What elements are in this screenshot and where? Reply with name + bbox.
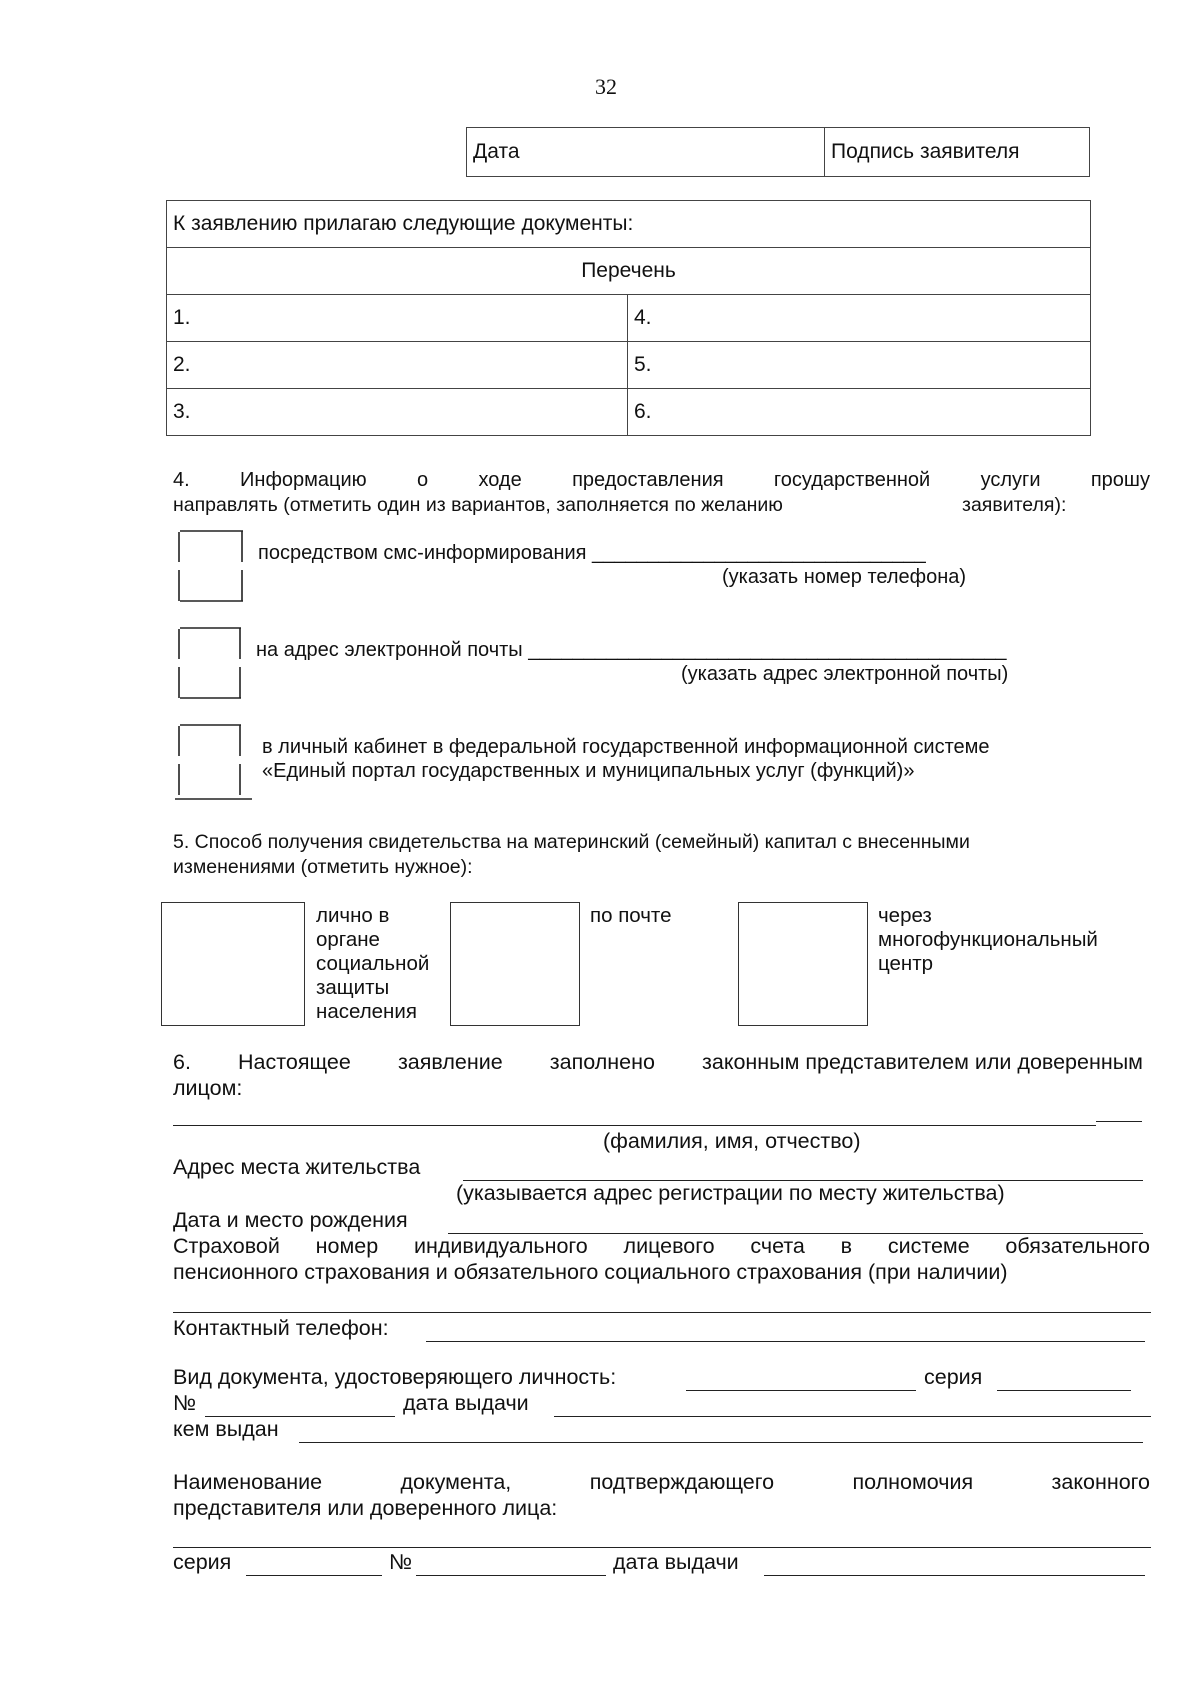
by-mail-checkbox[interactable] <box>450 902 580 1026</box>
checkbox-frame-icon <box>177 626 243 700</box>
snils-line1-word: Страховой <box>173 1234 280 1258</box>
last-number-line[interactable] <box>416 1575 606 1576</box>
checkbox-frame-icon <box>177 529 243 603</box>
issue-date-label: дата выдачи <box>403 1391 529 1415</box>
email-checkbox[interactable] <box>177 626 243 700</box>
documents-list-title: Перечень <box>167 248 1091 295</box>
document-cell-5[interactable]: 5. <box>628 342 1091 389</box>
id-doc-line[interactable] <box>686 1390 916 1391</box>
section5-line1: 5. Способ получения свидетельства на материнский (семейный) капитал с внесенными <box>173 831 970 853</box>
snils-line1 <box>173 1233 1150 1259</box>
portal-option-line1: в личный кабинет в федеральной государственной информационной системе <box>262 736 990 758</box>
fio-hint: (фамилия, имя, отчество) <box>603 1129 861 1153</box>
section6-line2: лицом: <box>173 1076 243 1100</box>
section4-line1-word: о <box>417 469 429 491</box>
authority-line1-word: полномочия <box>852 1470 974 1494</box>
number-label: № <box>173 1391 197 1415</box>
section4-line2-left: направлять (отметить один из вариантов, заполняется по желанию <box>173 494 783 516</box>
authority-line1-word: подтверждающего <box>589 1470 775 1494</box>
snils-line1-word: индивидуального <box>413 1234 588 1258</box>
checkbox-frame-icon <box>175 723 255 803</box>
address-hint: (указывается адрес регистрации по месту жительства) <box>456 1181 1005 1205</box>
snils-line1-word: номер <box>315 1234 379 1258</box>
issued-by-line[interactable] <box>299 1442 1143 1443</box>
section6-line1-word: Настоящее <box>238 1050 351 1074</box>
snils-line1-word: обязательного <box>1005 1234 1150 1258</box>
signature-cell[interactable]: Подпись заявителя <box>831 140 1020 163</box>
issue-date-line[interactable] <box>554 1416 1151 1417</box>
date-signature-table <box>466 127 1090 177</box>
section4-line1-word: государственной <box>773 469 931 491</box>
snils-line1-word: счета <box>750 1234 805 1258</box>
phone-line[interactable] <box>426 1341 1145 1342</box>
last-series-line[interactable] <box>246 1575 382 1576</box>
section6-line1-word: заявление <box>397 1050 503 1074</box>
email-option-hint: (указать адрес электронной почты) <box>681 663 1009 685</box>
fio-line-tail <box>1096 1121 1142 1122</box>
address-label: Адрес места жительства <box>173 1155 421 1179</box>
in-person-checkbox[interactable] <box>161 902 305 1026</box>
in-person-label: лично в органе социальной защиты населения <box>316 904 430 1023</box>
documents-table <box>166 200 1091 436</box>
mfc-checkbox[interactable] <box>738 902 868 1026</box>
section4-line1-word: 4. <box>173 469 190 491</box>
section4-line2-right: заявителя): <box>962 494 1067 516</box>
section6-line1-word: 6. <box>173 1050 191 1074</box>
section5-line2: изменениями (отметить нужное): <box>173 856 473 878</box>
last-number-label: № <box>389 1550 413 1574</box>
authority-line1-word: Наименование <box>173 1470 323 1494</box>
series-line[interactable] <box>997 1390 1131 1391</box>
fio-line[interactable] <box>173 1125 1096 1126</box>
authority-line2: представителя или доверенного лица: <box>173 1496 558 1520</box>
series-label: серия <box>924 1365 983 1389</box>
email-option-label: на адрес электронной почты ___________________________________________ <box>256 639 1007 661</box>
issued-by-label: кем выдан <box>173 1417 279 1441</box>
document-cell-2[interactable]: 2. <box>167 342 628 389</box>
document-cell-6[interactable]: 6. <box>628 389 1091 436</box>
mfc-label: через многофункциональный центр <box>878 904 1098 975</box>
id-doc-label: Вид документа, удостоверяющего личность: <box>173 1365 617 1389</box>
snils-line1-word: в <box>840 1234 853 1258</box>
section4-line1-word: Информацию <box>240 469 367 491</box>
section4-line1-word: ходе <box>478 469 522 491</box>
authority-line1-word: законного <box>1051 1470 1150 1494</box>
by-mail-label: по почте <box>590 904 672 927</box>
snils-line2: пенсионного страхования и обязательного социального страхования (при наличии) <box>173 1260 1008 1284</box>
sms-option-label: посредством смс-информирования ______________________________ <box>258 542 926 564</box>
authority-line1 <box>173 1469 1150 1495</box>
portal-option-line2: «Единый портал государственных и муниципальных услуг (функций)» <box>262 760 915 782</box>
snils-line[interactable] <box>173 1312 1151 1313</box>
documents-header: К заявлению прилагаю следующие документы: <box>167 201 1091 248</box>
page-number: 32 <box>595 74 617 99</box>
section4-line1-word: услуги <box>980 469 1041 491</box>
portal-checkbox[interactable] <box>175 723 255 803</box>
authority-line1-word: документа, <box>400 1470 512 1494</box>
section4-line1 <box>173 467 1150 493</box>
sms-checkbox[interactable] <box>177 529 243 603</box>
date-cell[interactable]: Дата <box>467 128 825 176</box>
section6-line1-word: заполнено <box>549 1050 655 1074</box>
sms-option-hint: (указать номер телефона) <box>722 566 967 588</box>
birth-label: Дата и место рождения <box>173 1208 408 1232</box>
last-issue-label: дата выдачи <box>613 1550 739 1574</box>
phone-label: Контактный телефон: <box>173 1316 389 1340</box>
document-cell-3[interactable]: 3. <box>167 389 628 436</box>
document-cell-1[interactable]: 1. <box>167 295 628 342</box>
section6-line1 <box>173 1049 1143 1075</box>
section4-line1-word: предоставления <box>572 469 724 491</box>
snils-line1-word: лицевого <box>623 1234 715 1258</box>
document-cell-4[interactable]: 4. <box>628 295 1091 342</box>
last-issue-line[interactable] <box>764 1575 1145 1576</box>
authority-line[interactable] <box>173 1547 1151 1548</box>
section4-line1-word: прошу <box>1090 469 1150 491</box>
last-series-label: серия <box>173 1550 232 1574</box>
snils-line1-word: системе <box>887 1234 970 1258</box>
section6-line1-word: законным представителем или доверенным <box>702 1050 1143 1074</box>
